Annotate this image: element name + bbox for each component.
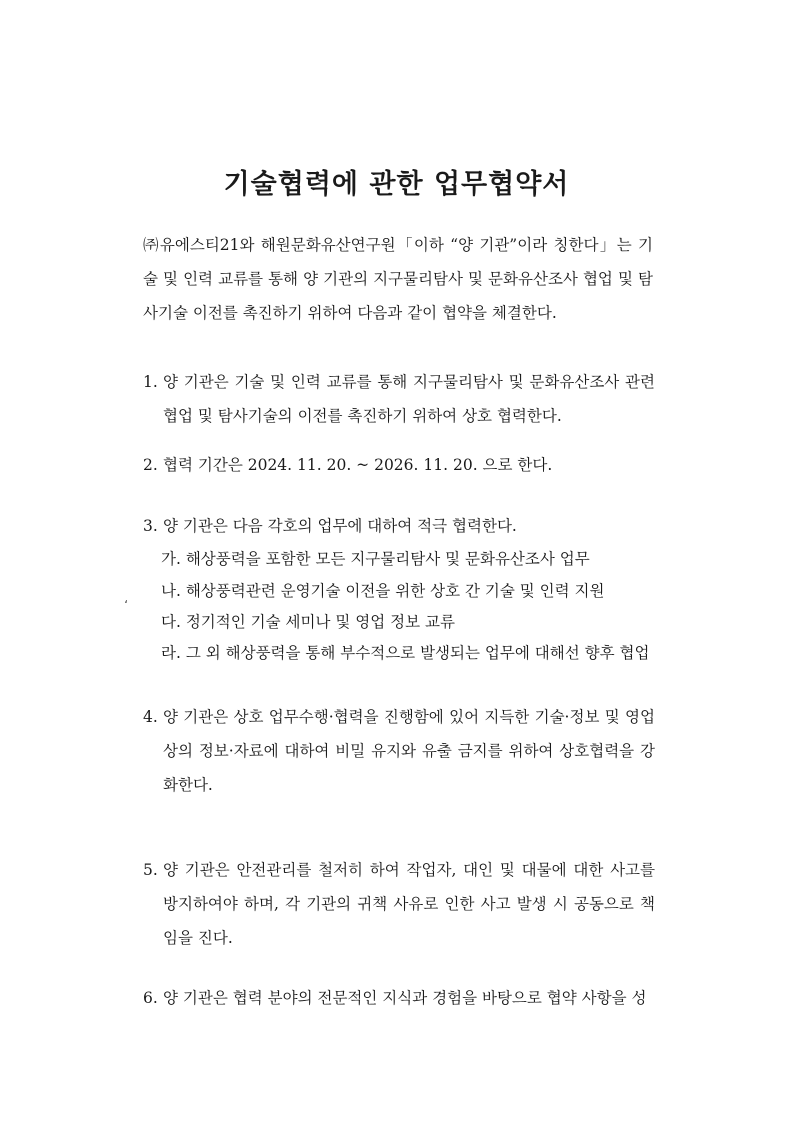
clause-text: 양 기관은 다음 각호의 업무에 대하여 적극 협력한다. <box>163 517 517 535</box>
clause-1 <box>143 365 655 433</box>
subclause-da: 다. 정기적인 기술 세미나 및 영업 정보 교류 <box>161 613 455 631</box>
stray-mark-icon: ، <box>124 592 128 606</box>
clause-number: 4. <box>143 708 158 726</box>
clause-6 <box>143 981 655 1015</box>
document-title: 기술협력에 관한 업무협약서 <box>223 169 570 200</box>
clause-number: 3. <box>143 517 158 535</box>
clause-number: 1. <box>143 373 158 391</box>
clause-4 <box>143 700 655 802</box>
intro-paragraph: ㈜유에스티21와 해원문화유산연구원「이하 “양 기관”이라 칭한다」는 기술 및 인력 교류를 통해 양 기관의 지구물리탐사 및 문화유산조사 협업 및 탐사기술 이전를 촉진하기 위하여 다음과 같이 협약을 체결한다. <box>143 236 653 322</box>
clause-2 <box>143 448 655 482</box>
clause-number: 2. <box>143 456 158 474</box>
subclause-na: 나. 해상풍력관련 운영기술 이전을 위한 상호 간 기술 및 인력 지원 <box>161 582 605 600</box>
clause-number: 6. <box>143 989 158 1007</box>
clause-text: 양 기관은 안전관리를 철저히 하여 작업자, 대인 및 대물에 대한 사고를 방지하여야 하며, 각 기관의 귀책 사유로 인한 사고 발생 시 공동으로 책임을 진다. <box>163 861 655 947</box>
clause-5 <box>143 853 655 955</box>
clause-text: 협력 기간은 2024. 11. 20. ~ 2026. 11. 20. 으로 한다. <box>163 456 553 474</box>
clause-text: 양 기관은 상호 업무수행·협력을 진행함에 있어 지득한 기술·정보 및 영업상의 정보·자료에 대하여 비밀 유지와 유출 금지를 위하여 상호협력을 강화한다. <box>163 708 655 794</box>
subclause-ga: 가. 해상풍력을 포함한 모든 지구물리탐사 및 문화유산조사 업무 <box>161 550 590 568</box>
clause-text: 양 기관은 기술 및 인력 교류를 통해 지구물리탐사 및 문화유산조사 관련 협업 및 탐사기술의 이전를 촉진하기 위하여 상호 협력한다. <box>163 373 655 425</box>
clause-3 <box>143 509 655 543</box>
clause-number: 5. <box>143 861 158 879</box>
subclause-ra: 라. 그 외 해상풍력을 통해 부수적으로 발생되는 업무에 대해선 향후 협업 <box>161 644 650 662</box>
clause-text: 양 기관은 협력 분야의 전문적인 지식과 경험을 바탕으로 협약 사항을 성 <box>163 989 647 1007</box>
